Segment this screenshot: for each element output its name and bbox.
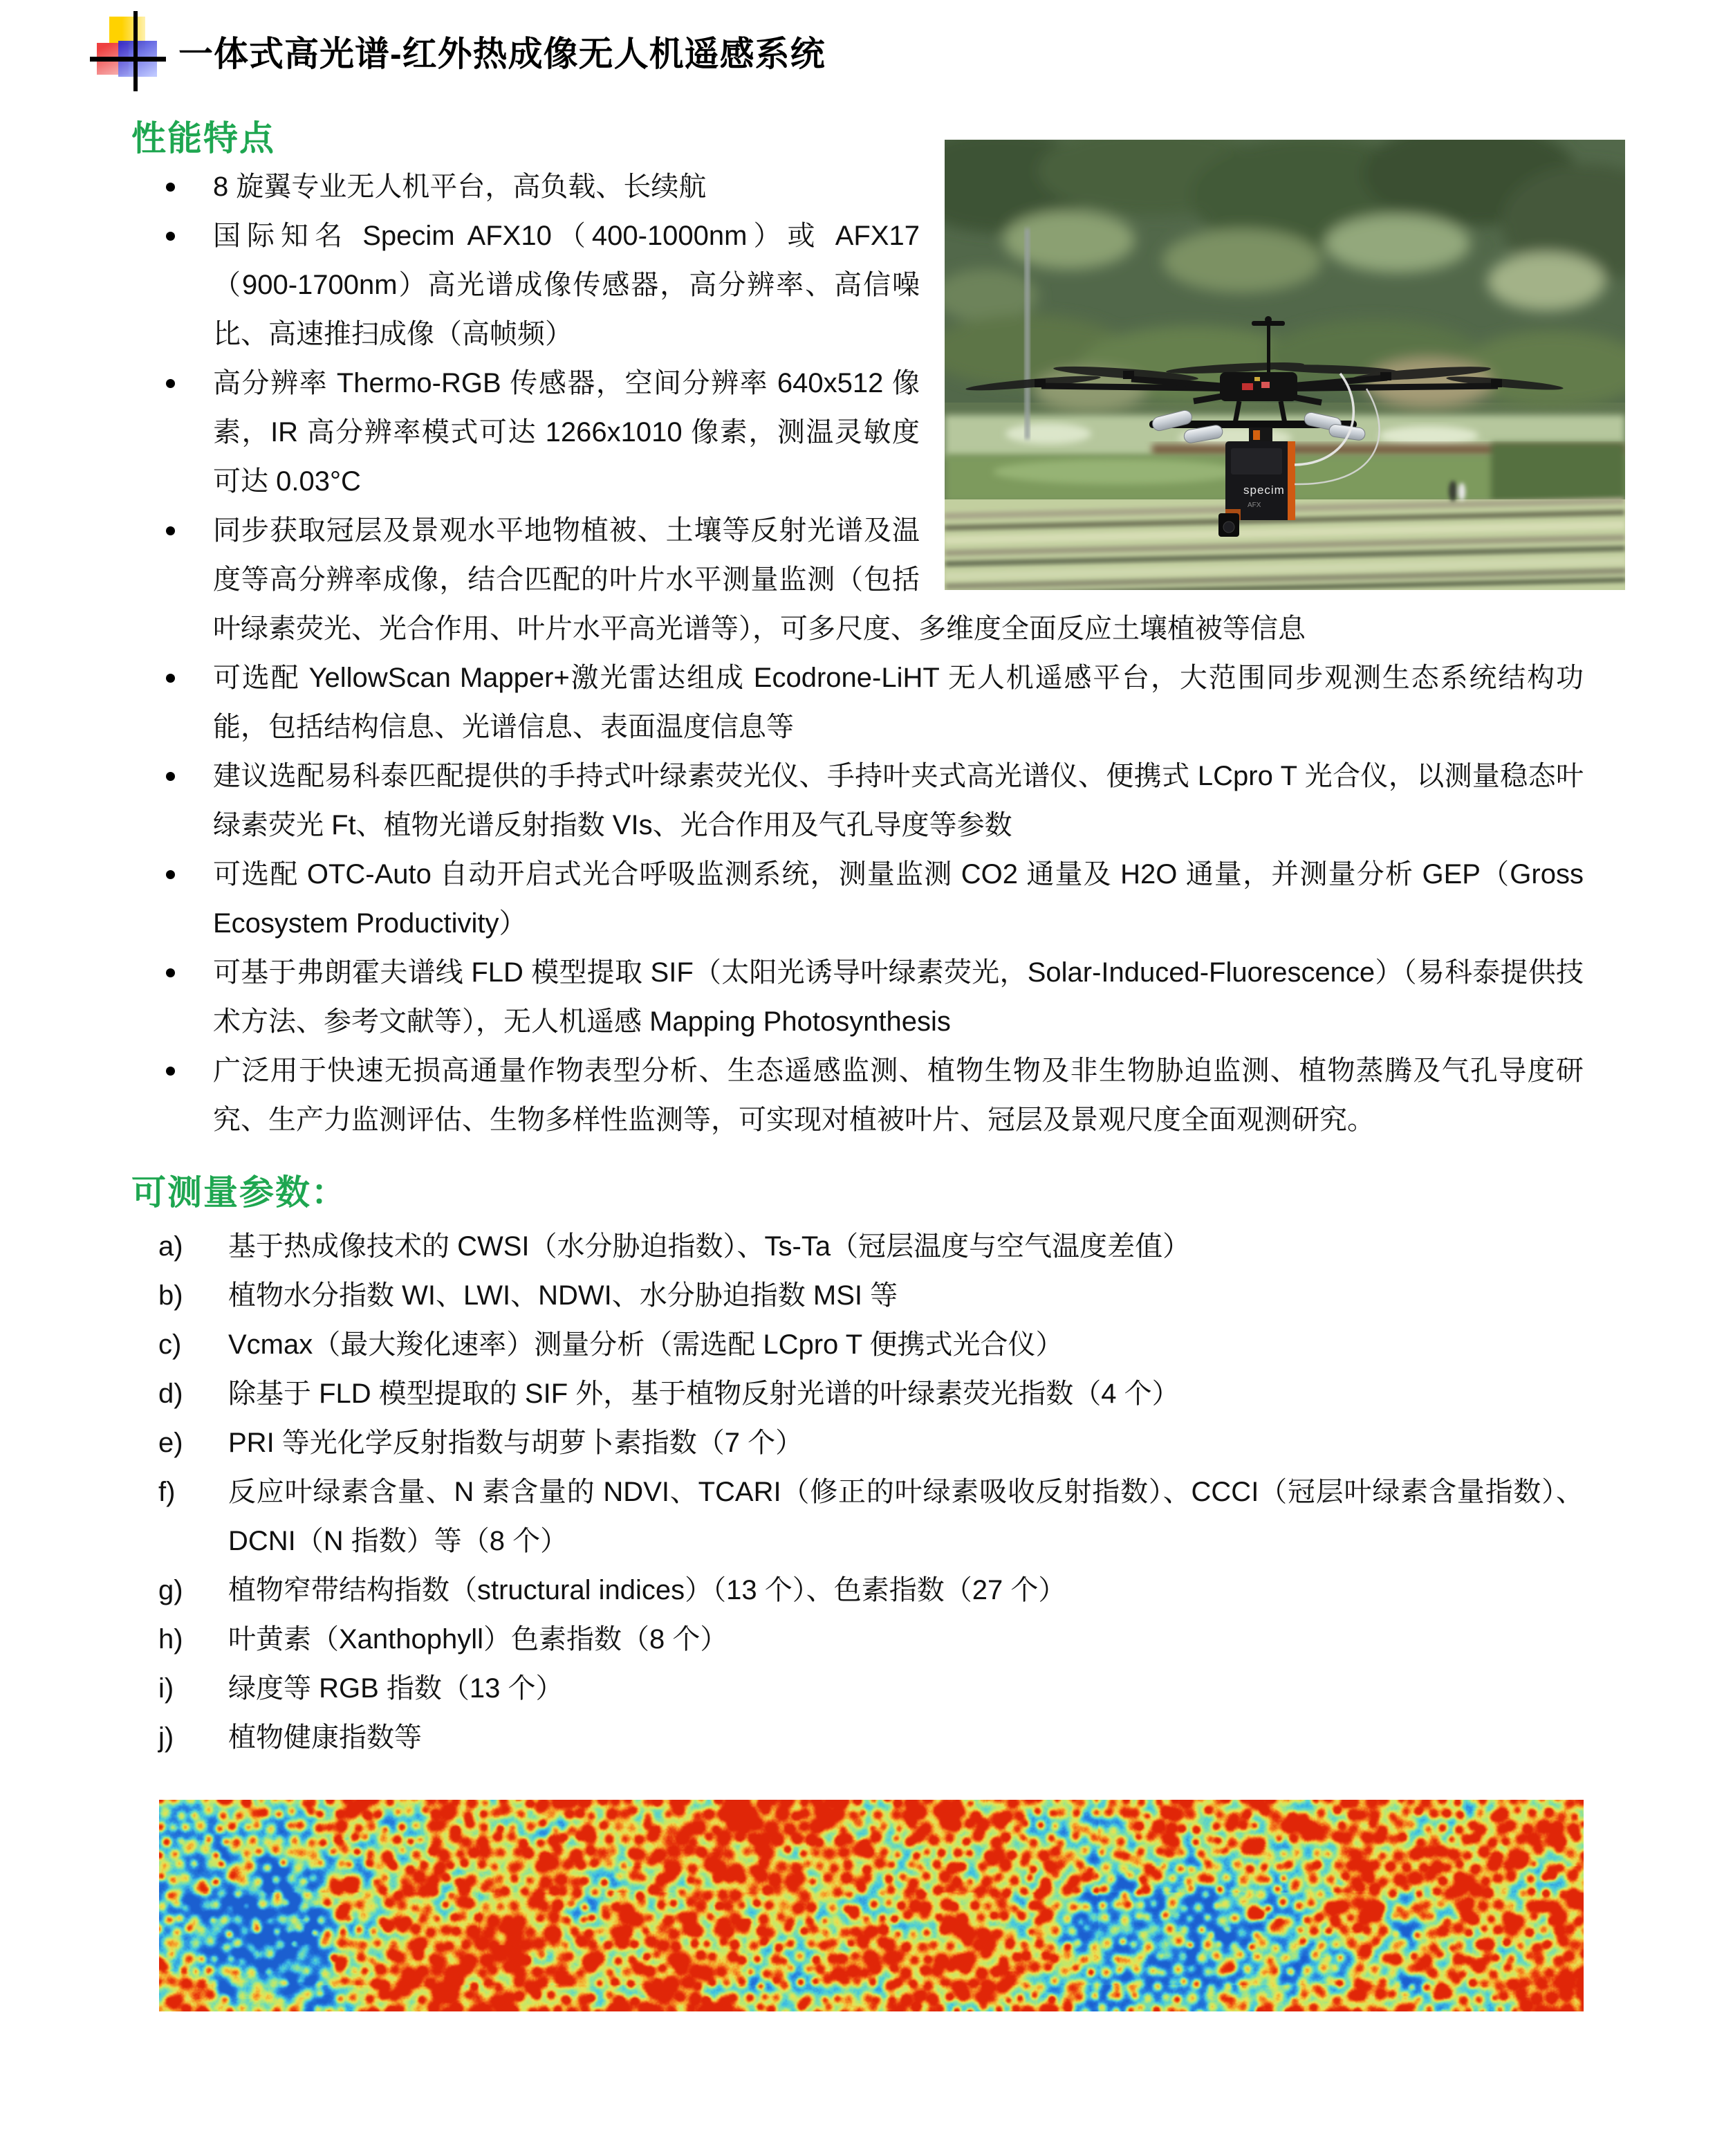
feature-bullet-item [131,163,1584,212]
parameter-letter: b) [158,1280,183,1311]
feature-bullet-text: 8 旋翼专业无人机平台，高负载、长续航 [213,172,707,202]
feature-bullet-item [131,1047,1584,1145]
feature-bullet-item [131,359,1584,506]
parameter-text: 基于热成像技术的 CWSI（水分胁迫指数）、Ts-Ta（冠层温度与空气温度差值） [228,1231,1191,1262]
parameter-letter: d) [158,1379,183,1409]
brand-logo-icon [97,14,162,89]
features-heading: 性能特点 [131,119,275,158]
feature-bullet-item [131,752,1584,850]
feature-bullet-item [131,948,1584,1047]
parameter-letter: e) [158,1428,183,1458]
parameter-text: 绿度等 RGB 指数（13 个） [228,1673,564,1704]
parameter-letter: a) [158,1231,183,1262]
feature-bullet-text: 高分辨率 Thermo-RGB 传感器，空间分辨率 640x512 像素，IR 高分辨率模式可达 1266x1010 像素，测温灵敏度可达 0.03°C [213,368,920,497]
feature-bullet-text: 可选配 OTC-Auto 自动开启式光合呼吸监测系统，测量监测 CO2 通量及 H2O 通量，并测量分析 GEP（Gross Ecosystem Productivity） [213,859,1584,939]
sensor-brand-label: specim [1243,483,1285,497]
ndvi-heatmap-image [159,1800,1584,2011]
feature-bullet-text: 国际知名 Specim AFX10（400-1000nm）或 AFX17（900-1700nm）高光谱成像传感器，高分辨率、高信噪比、高速推扫成像（高帧频） [213,221,920,349]
content-column [131,114,1584,2011]
feature-bullet-text: 同步获取冠层及景观水平地物植被、土壤等反射光谱及温度等高分辨率成像，结合匹配的叶片水平测量监测（包括叶绿素荧光、光合作用、叶片水平高光谱等），可多尺度、多维度全面反应土壤植被等信息 [213,515,1306,644]
parameter-text: 叶黄素（Xanthophyll）色素指数（8 个） [228,1624,728,1655]
parameters-list [131,1222,1584,1762]
parameter-item [131,1370,1584,1419]
parameter-text: 反应叶绿素含量、N 素含量的 NDVI、TCARI（修正的叶绿素吸收反射指数）、CCCI（冠层叶绿素含量指数）、DCNI（N 指数）等（8 个） [228,1477,1584,1556]
page-title: 一体式高光谱-红外热成像无人机遥感系统 [178,35,826,73]
parameter-item [131,1468,1584,1566]
parameter-item [131,1664,1584,1713]
document-header [97,14,826,89]
parameter-letter: h) [158,1624,183,1655]
parameter-text: 植物水分指数 WI、LWI、NDWI、水分胁迫指数 MSI 等 [228,1280,898,1311]
feature-bullet-text: 建议选配易科泰匹配提供的手持式叶绿素荧光仪、手持叶夹式高光谱仪、便携式 LCpro T 光合仪，以测量稳态叶绿素荧光 Ft、植物光谱反射指数 VIs、光合作用及气孔导度等参数 [213,761,1584,840]
feature-bullet-item [131,506,1584,654]
logo-cross-horizontal [90,57,166,62]
parameter-letter: f) [158,1477,176,1507]
parameter-letter: i) [158,1673,174,1704]
feature-bullet-text: 广泛用于快速无损高通量作物表型分析、生态遥感监测、植物生物及非生物胁迫监测、植物蒸腾及气孔导度研究、生产力监测评估、生物多样性监测等，可实现对植被叶片、冠层及景观尺度全面观测研究。 [213,1056,1584,1135]
parameter-item [131,1566,1584,1615]
parameter-text: Vcmax（最大羧化速率）测量分析（需选配 LCpro T 便携式光合仪） [228,1329,1064,1360]
parameters-heading: 可测量参数： [131,1173,347,1212]
features-list [131,163,1584,1145]
feature-bullet-item [131,654,1584,752]
parameter-item [131,1419,1584,1468]
feature-bullet-text: 可基于弗朗霍夫谱线 FLD 模型提取 SIF（太阳光诱导叶绿素荧光，Solar-Induced-Fluorescence）（易科泰提供技术方法、参考文献等），无人机遥感 Mapping Photosynthesis [213,957,1584,1037]
parameter-item [131,1713,1584,1762]
parameter-text: 植物窄带结构指数（structural indices）（13 个）、色素指数（27 个） [228,1575,1066,1605]
parameter-text: 除基于 FLD 模型提取的 SIF 外，基于植物反射光谱的叶绿素荧光指数（4 个） [228,1379,1180,1409]
parameter-text: 植物健康指数等 [228,1722,422,1753]
feature-bullet-text: 可选配 YellowScan Mapper+激光雷达组成 Ecodrone-LiHT 无人机遥感平台，大范围同步观测生态系统结构功能，包括结构信息、光谱信息、表面温度信息等 [213,663,1584,742]
sensor-model-label: AFX [1248,501,1261,509]
feature-bullet-item [131,212,1584,359]
parameter-letter: g) [158,1575,183,1605]
parameter-letter: c) [158,1329,182,1360]
parameter-text: PRI 等光化学反射指数与胡萝卜素指数（7 个） [228,1428,804,1458]
parameter-item [131,1222,1584,1271]
parameter-item [131,1271,1584,1320]
feature-bullet-item [131,850,1584,948]
parameter-item [131,1320,1584,1370]
parameter-letter: j) [158,1722,174,1753]
parameter-item [131,1615,1584,1664]
logo-cross-vertical [133,11,138,91]
